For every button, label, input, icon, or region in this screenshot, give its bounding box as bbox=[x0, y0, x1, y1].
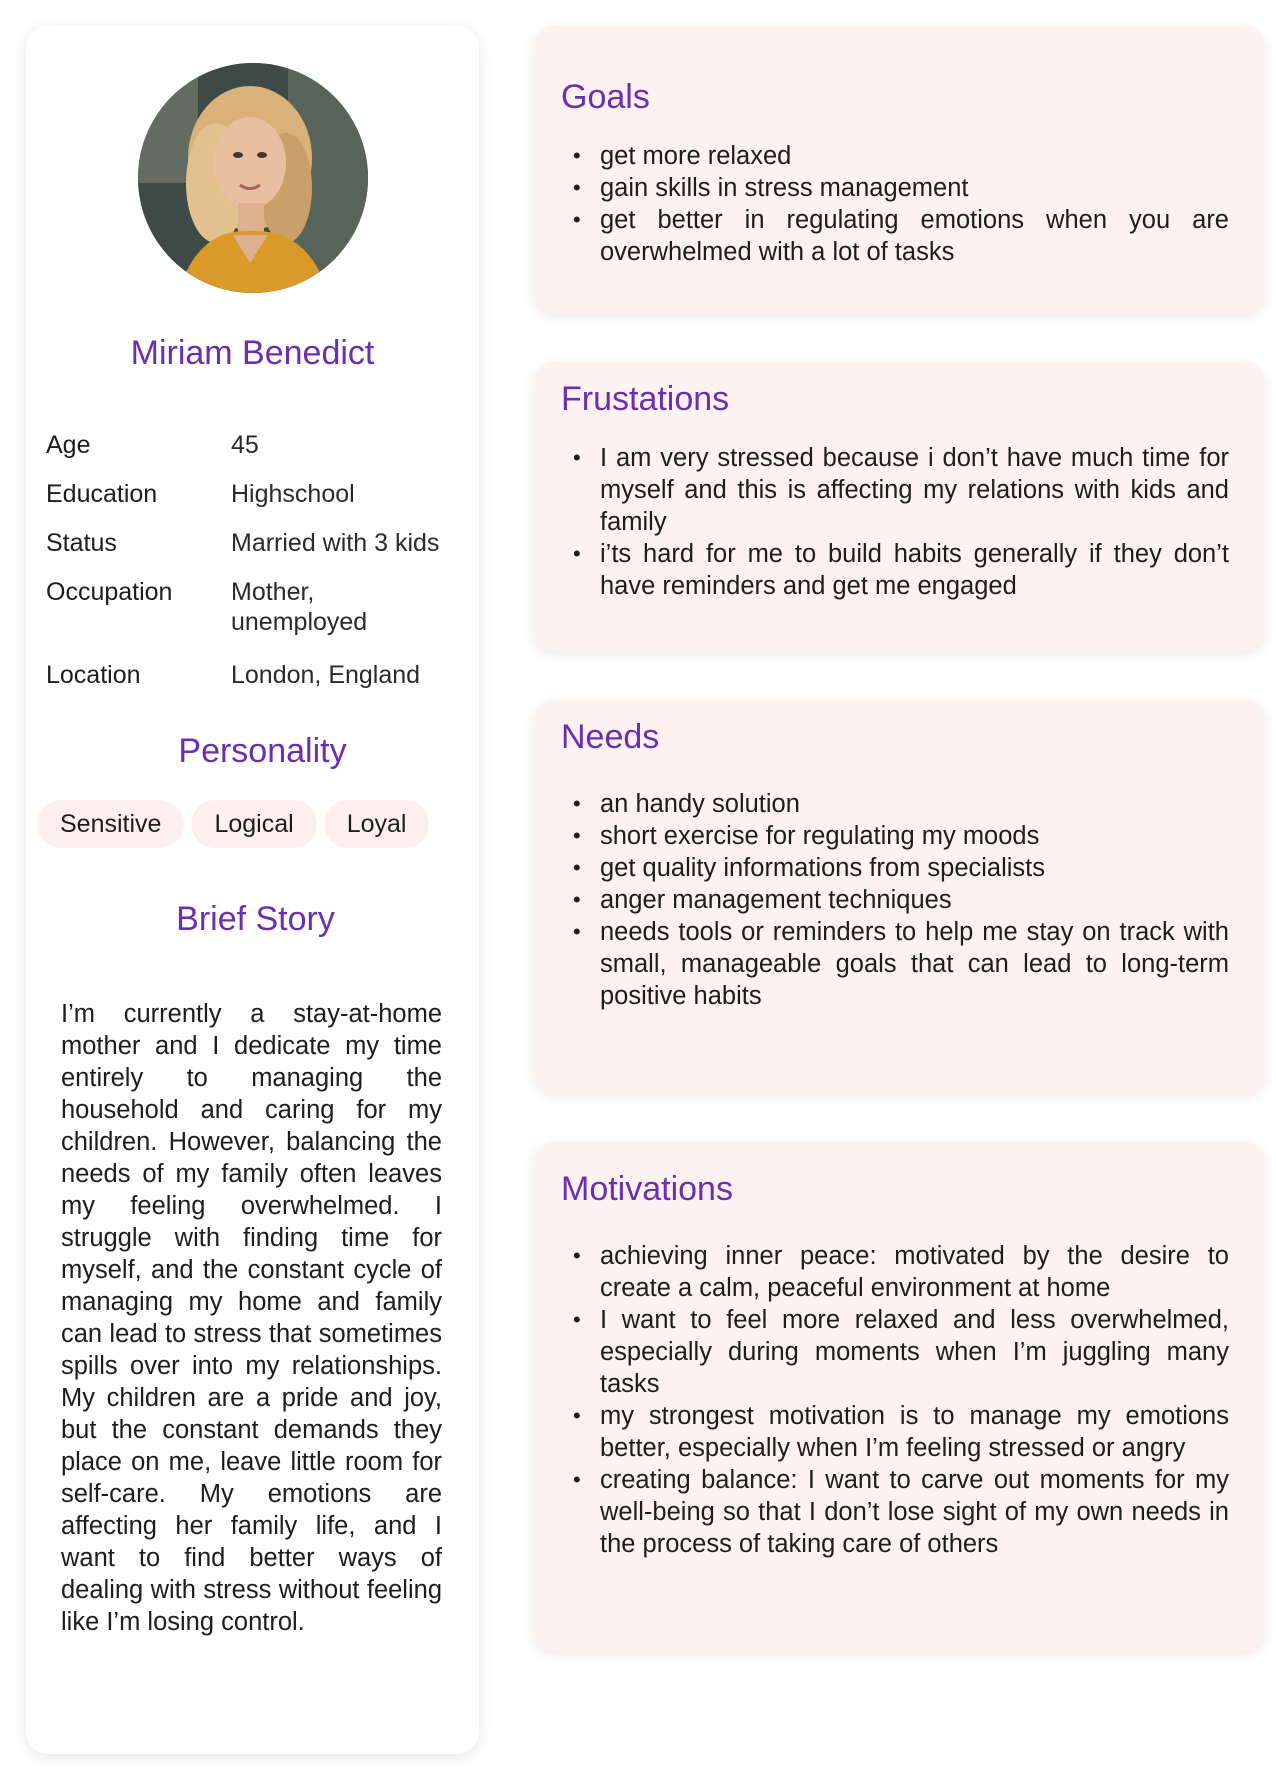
frustrations-card bbox=[533, 362, 1266, 652]
goals-card bbox=[533, 26, 1266, 314]
list-item: • anger management techniques bbox=[573, 884, 1229, 916]
personality-chip: Logical bbox=[191, 800, 316, 848]
detail-row-education bbox=[46, 479, 466, 509]
list-item: • get more relaxed bbox=[573, 140, 1229, 172]
list-item: • achieving inner peace: motivated by the desire to create a calm, peaceful environment at home bbox=[573, 1240, 1229, 1304]
profile-card bbox=[26, 26, 479, 1754]
motivations-card bbox=[533, 1142, 1266, 1652]
detail-row-occupation bbox=[46, 577, 466, 637]
goals-title: Goals bbox=[561, 78, 650, 116]
detail-row-status bbox=[46, 528, 466, 558]
detail-row-age bbox=[46, 430, 466, 460]
list-item: • i’ts hard for me to build habits generally if they don’t have reminders and get me engaged bbox=[573, 538, 1229, 602]
frustrations-title: Frustations bbox=[561, 380, 730, 418]
list-item: • needs tools or reminders to help me stay on track with small, manageable goals that can lead to long-term positive habits bbox=[573, 916, 1229, 1012]
personality-chip: Sensitive bbox=[37, 800, 184, 848]
detail-value: 45 bbox=[231, 431, 259, 459]
avatar bbox=[138, 63, 368, 293]
list-item: • get better in regulating emotions when you are overwhelmed with a lot of tasks bbox=[573, 204, 1229, 268]
list-item: • an handy solution bbox=[573, 788, 1229, 820]
list-item: • I am very stressed because i don’t have much time for myself and this is affecting my relations with kids and family bbox=[573, 442, 1229, 538]
detail-label: Location bbox=[46, 661, 141, 689]
frustrations-list bbox=[573, 442, 1229, 602]
portrait-image bbox=[138, 63, 368, 293]
detail-value: Highschool bbox=[231, 480, 355, 508]
detail-label: Occupation bbox=[46, 578, 173, 606]
motivations-list bbox=[573, 1240, 1229, 1560]
list-item: • my strongest motivation is to manage my emotions better, especially when I’m feeling stressed or angry bbox=[573, 1400, 1229, 1464]
detail-label: Age bbox=[46, 431, 91, 459]
detail-row-location bbox=[46, 660, 466, 690]
list-item: • creating balance: I want to carve out moments for my well-being so that I don’t lose sight of my own needs in the process of taking care of others bbox=[573, 1464, 1229, 1560]
brief-story-title: Brief Story bbox=[176, 900, 335, 938]
detail-value: Mother, unemployed bbox=[231, 578, 368, 636]
detail-value: London, England bbox=[231, 661, 421, 689]
motivations-title: Motivations bbox=[561, 1170, 733, 1208]
list-item: • short exercise for regulating my moods bbox=[573, 820, 1229, 852]
list-item: • get quality informations from specialists bbox=[573, 852, 1229, 884]
detail-value: Married with 3 kids bbox=[231, 529, 440, 557]
needs-card bbox=[533, 700, 1266, 1094]
list-item: • gain skills in stress management bbox=[573, 172, 1229, 204]
personality-chip: Loyal bbox=[324, 800, 430, 848]
needs-list bbox=[573, 788, 1229, 1012]
persona-details bbox=[46, 430, 466, 709]
persona-name: Miriam Benedict bbox=[130, 334, 375, 372]
detail-label: Education bbox=[46, 480, 158, 508]
personality-chips bbox=[37, 800, 429, 848]
personality-title: Personality bbox=[178, 732, 347, 770]
needs-title: Needs bbox=[561, 718, 660, 756]
list-item: • I want to feel more relaxed and less overwhelmed, especially during moments when I’m juggling many tasks bbox=[573, 1304, 1229, 1400]
brief-story-text: I’m currently a stay-at-home mother and I dedicate my time entirely to managing the household and caring for my children. However, balancing the needs of my family often leaves my feeling overwhelmed. I struggle with finding time for myself, and the constant cycle of managing my home and family can lead to stress that sometimes spills over into my relationships. My children are a pride and joy, but the constant demands they place on me, leave little room for self-care. My emotions are affecting her family life, and I want to find better ways of dealing with stress without feeling like I’m losing control. bbox=[61, 1000, 442, 1636]
detail-label: Status bbox=[46, 529, 117, 557]
goals-list bbox=[573, 140, 1229, 268]
